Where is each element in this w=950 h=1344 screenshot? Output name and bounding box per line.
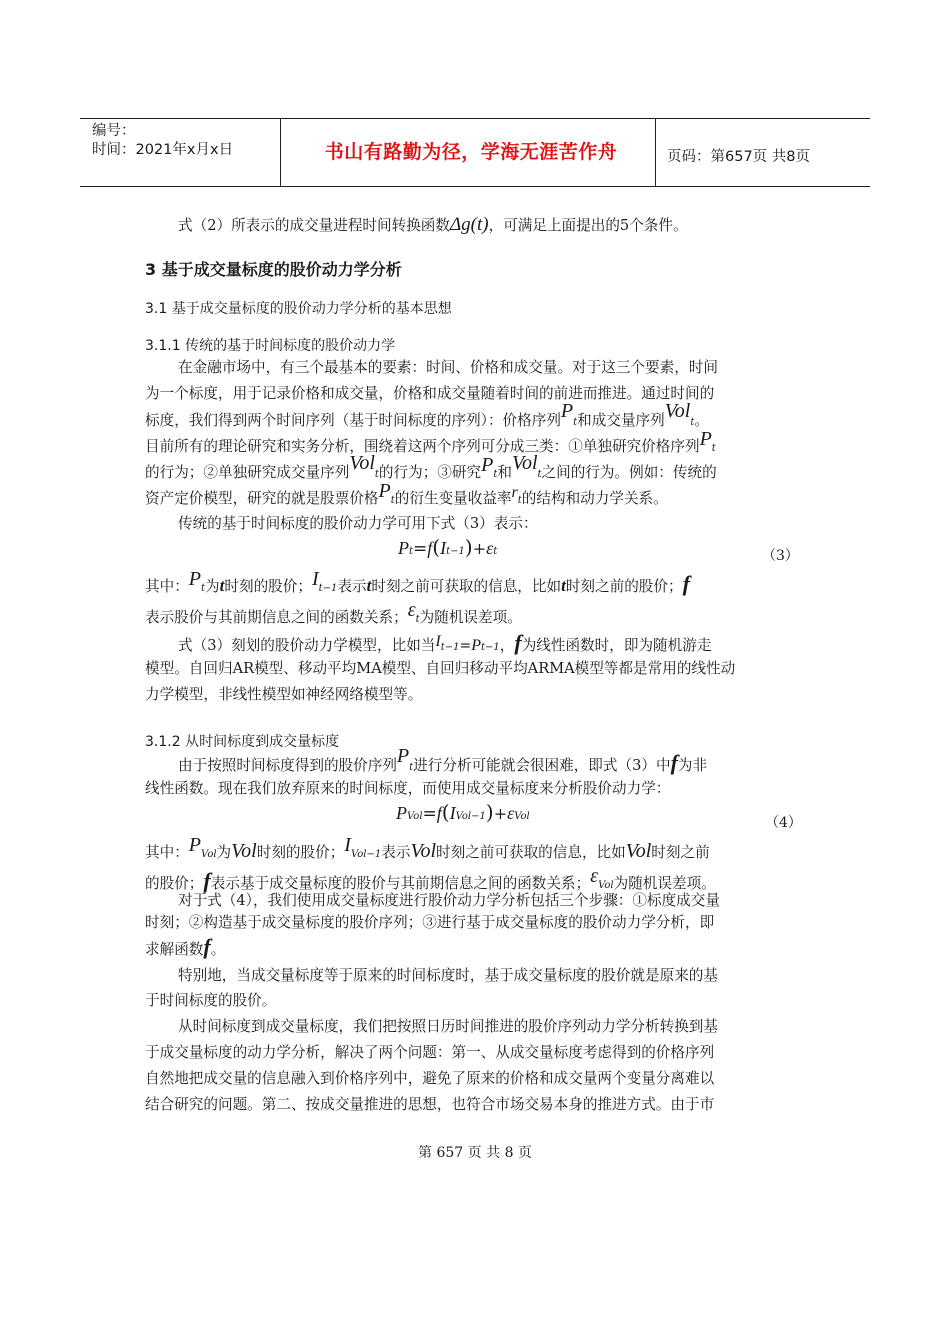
page-footer: 第 657 页 共 8 页 [418, 1145, 532, 1161]
p6-line: 其中：PVol为Vol时刻的股价；IVol−1表示Vol时刻之前可获取的信息，比如Vol时刻之前 [145, 834, 710, 862]
header-meta [92, 122, 233, 160]
equation-4: PVol=f(IVol−1)+εVol [396, 800, 530, 824]
p8-line: 于时间标度的股价。 [145, 992, 277, 1009]
equation-3-number: （3） [762, 548, 799, 564]
p4-line: 式（3）刻划的股价动力学模型，比如当It−1=Pt−1，f为线性函数时，即为随机游走 [178, 630, 712, 655]
section-3-heading: 3 基于成交量标度的股价动力学分析 [145, 260, 402, 279]
symbol-vol: Vol [349, 452, 375, 474]
p1-line: 为一个标度，用于记录价格和成交量，价格和成交量随着时间的前进而推进。通过时间的 [145, 385, 715, 402]
p2-line: 传统的基于时间标度的股价动力学可用下式（3）表示： [178, 515, 538, 532]
p8-line: 特别地，当成交量标度等于原来的时间标度时，基于成交量标度的股价就是原来的基 [178, 967, 718, 984]
delta-g-symbol: Δg(t) [449, 214, 489, 235]
section-3-1-1-heading: 3.1.1 传统的基于时间标度的股价动力学 [145, 338, 396, 354]
p3-line: 表示股价与其前期信息之间的函数关系；εt为随机误差项。 [145, 599, 522, 626]
page-header [80, 118, 870, 187]
p9-line: 自然地把成交量的信息融入到价格序列中，避免了原来的价格和成交量两个变量分离难以 [145, 1070, 715, 1087]
p5-line: 线性函数。现在我们放弃原来的时间标度，而使用成交量标度来分析股价动力学： [145, 780, 671, 797]
p7-line: 时刻；②构造基于成交量标度的股价序列；③进行基于成交量标度的股价动力学分析，即 [145, 914, 715, 931]
p7-line: 求解函数f。 [145, 934, 226, 959]
symbol-p: P [699, 428, 712, 450]
p6-line: 的股价；f表示基于成交量标度的股价与其前期信息之间的函数关系；εVol为随机误差项。 [145, 865, 716, 893]
p1-line: 在金融市场中，有三个最基本的要素：时间、价格和成交量。对于这三个要素，时间 [178, 359, 718, 376]
p9-line: 结合研究的问题。第二、按成交量推进的思想，也符合市场交易本身的推进方式。由于市 [145, 1096, 715, 1113]
header-page-number: 页码：第657页 共8页 [667, 149, 811, 165]
p1-line: 目前所有的理论研究和实务分析，围绕着这两个序列可分成三类：①单独研究价格序列Pt [145, 428, 716, 455]
number-label: 编号： [92, 123, 136, 139]
p9-line: 于成交量标度的动力学分析，解决了两个问题：第一、从成交量标度考虑得到的价格序列 [145, 1044, 715, 1061]
p4-line: 力学模型，非线性模型如神经网络模型等。 [145, 686, 423, 703]
p1-line: 的行为；②单独研究成交量序列Volt的行为；③研究Pt和Volt之间的行为。例如：传统的 [145, 452, 717, 481]
p9-line: 从时间标度到成交量标度，我们把按照日历时间推进的股价序列动力学分析转换到基 [178, 1018, 718, 1035]
section-3-1-heading: 3.1 基于成交量标度的股价动力学分析的基本思想 [145, 301, 452, 317]
time-label: 时间：2021年x月x日 [92, 142, 234, 158]
section-3-1-2-heading: 3.1.2 从时间标度到成交量标度 [145, 734, 340, 750]
equation-4-number: （4） [765, 815, 802, 831]
symbol-vol: Vol [511, 452, 538, 474]
p5-line: 由于按照时间标度得到的股价序列Pt进行分析可能就会很困难，即式（3）中f为非 [178, 745, 708, 775]
symbol-p: P [560, 400, 574, 422]
symbol-r: r [511, 484, 518, 501]
p3-line: 其中：Pt为t时刻的股价；It−1表示t时刻之前可获取的信息，比如t时刻之前的股价；f [145, 568, 690, 596]
header-motto: 书山有路勤为径，学海无涯苦作舟 [324, 141, 618, 163]
p1-line: 标度，我们得到两个时间序列（基于时间标度的序列）：价格序列Pt和成交量序列Volt。 [145, 400, 709, 429]
symbol-p: P [481, 454, 494, 476]
equation-3: Pt=f(It−1)+εt [398, 535, 498, 559]
p1-line: 资产定价模型，研究的就是股票价格Pt的衍生变量收益率rt的结构和动力学关系。 [145, 480, 668, 507]
header-divider [280, 119, 281, 186]
symbol-p: P [378, 480, 391, 502]
intro-line: 式（2）所表示的成交量进程时间转换函数Δg(t)，可满足上面提出的5个条件。 [178, 214, 688, 235]
p7-line: 对于式（4），我们使用成交量标度进行股价动力学分析包括三个步骤：①标度成交量 [178, 892, 720, 909]
p4-line: 模型。自回归AR模型、移动平均MA模型、自回归移动平均ARMA模型等都是常用的线性动 [145, 660, 736, 677]
symbol-vol: Vol [664, 400, 691, 422]
